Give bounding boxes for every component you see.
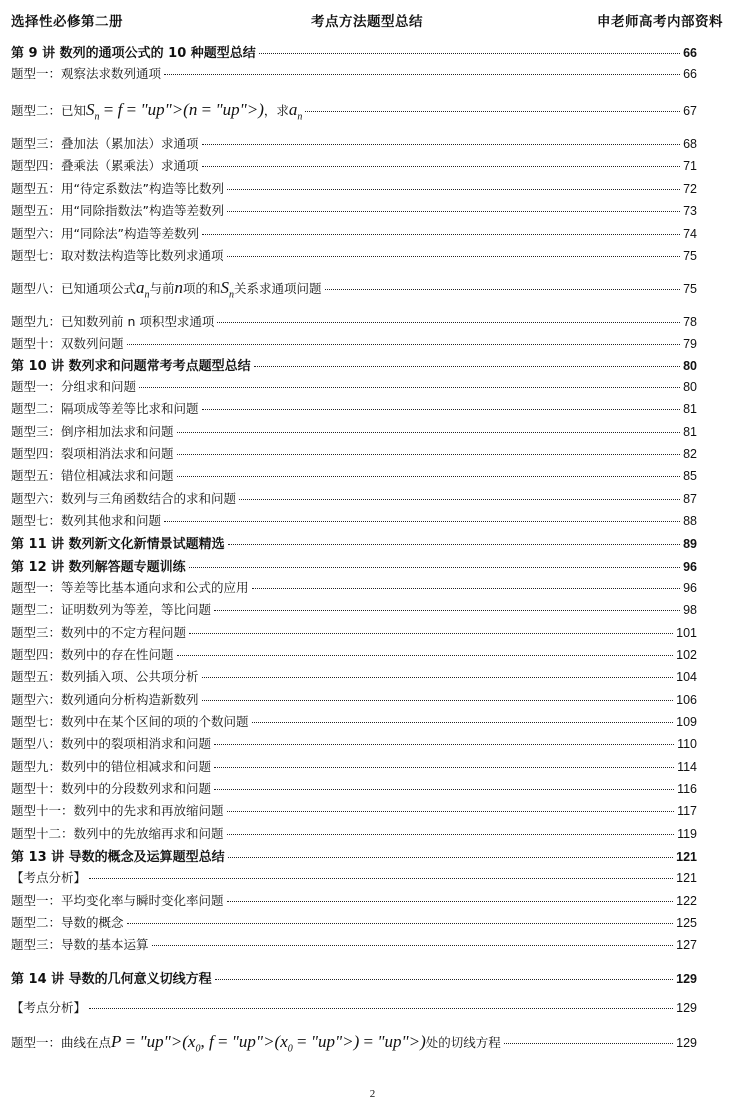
dot-leader — [504, 1043, 673, 1044]
label-part: 与前 — [149, 281, 175, 296]
label-part: 项的和 — [183, 281, 221, 296]
toc-page-number: 80 — [683, 380, 697, 394]
toc-entry-label: 题型七：取对数法构造等比数列求通项 — [11, 248, 224, 263]
page-number: 2 — [369, 1088, 376, 1100]
toc-page-number: 75 — [683, 249, 697, 263]
toc-entry-label: 题型十一：数列中的先求和再放缩问题 — [11, 803, 224, 818]
toc-page-number: 125 — [676, 916, 697, 930]
toc-entry-label: 题型五：用“待定系数法”构造等比数列 — [11, 181, 224, 196]
toc-entry-label: 题型二：隔项成等差等比求和问题 — [11, 401, 199, 416]
dot-leader — [177, 432, 681, 433]
toc-page-number: 96 — [683, 581, 697, 595]
toc-page-number: 66 — [683, 46, 697, 60]
toc-entry-label: 题型十：双数列问题 — [11, 336, 124, 351]
toc-page-number: 98 — [683, 603, 697, 617]
dot-leader — [202, 409, 681, 410]
toc-page-number: 81 — [683, 425, 697, 439]
math-expression: $S_n$ — [220, 278, 235, 301]
toc-page-number: 119 — [677, 827, 697, 841]
toc-page-number: 104 — [676, 670, 697, 684]
toc-entry[interactable] — [11, 935, 697, 953]
dot-leader — [164, 74, 680, 75]
toc-entry-label: 第 14 讲 导数的几何意义切线方程 — [11, 972, 212, 987]
math-expression: n — [174, 278, 184, 297]
dot-leader — [202, 144, 681, 145]
dot-leader — [202, 234, 680, 235]
toc-entry-label: 题型四：数列中的存在性问题 — [11, 647, 174, 662]
toc-page-number: 114 — [677, 760, 697, 774]
dot-leader — [227, 834, 675, 835]
dot-leader — [89, 1008, 673, 1009]
toc-page-number: 79 — [683, 337, 697, 351]
toc-entry[interactable] — [11, 156, 697, 174]
dot-leader — [177, 476, 681, 477]
toc-entry[interactable] — [11, 779, 697, 797]
toc-entry-label: 题型三：导数的基本运算 — [11, 937, 149, 952]
toc-entry[interactable] — [11, 179, 697, 197]
toc-page-number: 71 — [683, 159, 697, 173]
dot-leader — [305, 111, 680, 112]
dot-leader — [228, 544, 680, 545]
toc-entry-label — [11, 1032, 501, 1054]
dot-leader — [189, 567, 680, 568]
dot-leader — [189, 633, 673, 634]
toc-page-number: 106 — [676, 693, 697, 707]
math-expression: $S_n = f$ = "up">(n = "up">) — [86, 100, 264, 123]
toc-entry-label: 第 10 讲 数列求和问题常考考点题型总结 — [11, 359, 251, 374]
math-expression: $P = "up">(x_0$, $f = "up">(x_0$ = "up">) = "up">) — [111, 1032, 426, 1055]
toc-entry[interactable] — [11, 312, 697, 330]
toc-chapter[interactable] — [11, 846, 697, 865]
dot-leader — [239, 499, 680, 500]
dot-leader — [227, 189, 680, 190]
toc-entry[interactable] — [11, 600, 697, 618]
toc-entry[interactable] — [11, 444, 697, 462]
toc-entry-label: 题型三：数列中的不定方程问题 — [11, 625, 187, 640]
label-part: 题型八：已知通项公式 — [11, 281, 137, 296]
toc-entry[interactable] — [11, 1032, 697, 1054]
toc-entry[interactable] — [11, 824, 697, 842]
toc-entry-label: 第 13 讲 导数的概念及运算题型总结 — [11, 850, 225, 865]
toc-entry[interactable] — [11, 377, 697, 395]
toc-page-number: 129 — [676, 972, 697, 986]
toc-entry[interactable] — [11, 100, 697, 122]
toc-page-number: 67 — [683, 104, 697, 118]
toc-entry-label: 第 9 讲 数列的通项公式的 10 种题型总结 — [11, 46, 256, 61]
toc-entry[interactable] — [11, 466, 697, 484]
toc-entry[interactable] — [11, 64, 697, 82]
toc-entry-label: 【考点分析】 — [11, 1000, 87, 1015]
toc-entry-label: 题型七：数列其他求和问题 — [11, 513, 162, 528]
header-left: 选择性必修第二册 — [11, 14, 123, 30]
dot-leader — [89, 878, 673, 879]
toc-page-number: 89 — [683, 537, 697, 551]
toc-entry[interactable] — [11, 134, 697, 152]
toc-entry-label: 题型六：用“同除法”构造等差数列 — [11, 226, 199, 241]
toc-page-number: 116 — [677, 782, 697, 796]
toc-entry-label: 题型三：叠加法（累加法）求通项 — [11, 136, 199, 151]
toc-page-number: 75 — [683, 282, 697, 296]
toc-entry[interactable] — [11, 278, 697, 300]
dot-leader — [139, 387, 680, 388]
toc-entry-label: 题型四：裂项相消法求和问题 — [11, 446, 174, 461]
dot-leader — [214, 610, 680, 611]
label-part: ，求 — [263, 103, 289, 118]
dot-leader — [254, 366, 680, 367]
toc-entry-label: 题型十：数列中的分段数列求和问题 — [11, 781, 212, 796]
dot-leader — [164, 521, 680, 522]
toc-page-number: 117 — [677, 804, 697, 818]
toc-entry-label: 题型五：数列插入项、公共项分析 — [11, 669, 199, 684]
dot-leader — [127, 923, 674, 924]
toc-entry[interactable] — [11, 998, 697, 1016]
dot-leader — [227, 901, 674, 902]
dot-leader — [214, 767, 674, 768]
dot-leader — [252, 722, 674, 723]
toc-entry-label: 题型一：平均变化率与瞬时变化率问题 — [11, 893, 224, 908]
toc-entry-label: 题型一：等差等比基本通向求和公式的应用 — [11, 580, 249, 595]
toc-entry[interactable] — [11, 913, 697, 931]
toc-page-number: 102 — [676, 648, 697, 662]
label-part: 题型二：已知 — [11, 103, 87, 118]
toc-entry-label: 题型六：数列与三角函数结合的求和问题 — [11, 491, 237, 506]
toc-page-number: 87 — [683, 492, 697, 506]
dot-leader — [214, 789, 674, 790]
toc-entry[interactable] — [11, 224, 697, 242]
toc-entry-label: 题型五：错位相减法求和问题 — [11, 468, 174, 483]
toc-entry-label: 题型一：分组求和问题 — [11, 379, 137, 394]
toc-chapter[interactable] — [11, 556, 697, 575]
dot-leader — [215, 979, 673, 980]
toc-chapter[interactable] — [11, 968, 697, 987]
toc-page-number: 101 — [676, 626, 697, 640]
header-center: 考点方法题型总结 — [311, 14, 423, 30]
toc-entry-label: 题型四：叠乘法（累乘法）求通项 — [11, 158, 199, 173]
dot-leader — [177, 454, 681, 455]
math-expression: $a_n$ — [288, 100, 303, 123]
toc-page-number: 72 — [683, 182, 697, 196]
dot-leader — [202, 677, 674, 678]
toc-page-number: 121 — [676, 850, 697, 864]
toc-entry[interactable] — [11, 690, 697, 708]
toc-page-number: 82 — [683, 447, 697, 461]
dot-leader — [202, 700, 674, 701]
toc-page-number: 73 — [683, 204, 697, 218]
toc-entry-label: 题型九：已知数列前 n 项积型求通项 — [11, 314, 215, 329]
toc-entry[interactable] — [11, 422, 697, 440]
dot-leader — [228, 857, 673, 858]
toc-entry-label: 题型三：倒序相加法求和问题 — [11, 424, 174, 439]
label-part: 题型一：曲线在点 — [11, 1035, 112, 1050]
toc-entry-label: 题型六：数列通向分析构造新数列 — [11, 692, 199, 707]
toc-entry[interactable] — [11, 246, 697, 264]
toc-entry-label: 题型八：数列中的裂项相消求和问题 — [11, 736, 212, 751]
toc-entry[interactable] — [11, 334, 697, 352]
toc-page-number: 122 — [676, 894, 697, 908]
toc-entry[interactable] — [11, 801, 697, 819]
math-expression: $a_n$ — [136, 278, 150, 301]
dot-leader — [227, 256, 681, 257]
toc-entry[interactable] — [11, 645, 697, 663]
toc-page-number: 74 — [683, 227, 697, 241]
toc-page-number: 88 — [683, 514, 697, 528]
toc-entry[interactable] — [11, 891, 697, 909]
dot-leader — [214, 744, 674, 745]
toc-page-number: 129 — [676, 1036, 697, 1050]
toc-page-number: 85 — [683, 469, 697, 483]
toc-entry-label: 题型一：观察法求数列通项 — [11, 66, 162, 81]
header-right: 申老师高考内部资料 — [597, 14, 723, 30]
toc-entry[interactable] — [11, 757, 697, 775]
toc-page-number: 66 — [683, 67, 697, 81]
dot-leader — [325, 289, 681, 290]
toc-page-number: 68 — [683, 137, 697, 151]
dot-leader — [202, 166, 681, 167]
dot-leader — [259, 53, 680, 54]
toc-entry-label — [11, 100, 302, 122]
toc-page-number: 96 — [683, 560, 697, 574]
toc-entry[interactable] — [11, 712, 697, 730]
toc-entry[interactable] — [11, 489, 697, 507]
dot-leader — [152, 945, 674, 946]
toc-entry[interactable] — [11, 667, 697, 685]
page-header — [11, 9, 723, 31]
toc-page-number: 109 — [676, 715, 697, 729]
dot-leader — [217, 322, 680, 323]
toc-chapter[interactable] — [11, 42, 697, 61]
dot-leader — [177, 655, 674, 656]
toc-entry-label: 题型十二：数列中的先放缩再求和问题 — [11, 826, 224, 841]
dot-leader — [127, 344, 681, 345]
toc-entry-label: 【考点分析】 — [11, 870, 87, 885]
toc-entry[interactable] — [11, 578, 697, 596]
toc-entry-label: 第 11 讲 数列新文化新情景试题精选 — [11, 537, 225, 552]
toc-entry-label: 第 12 讲 数列解答题专题训练 — [11, 560, 186, 575]
toc-entry-label: 题型二：导数的概念 — [11, 915, 124, 930]
toc-entry[interactable] — [11, 623, 697, 641]
toc-page-number: 81 — [683, 402, 697, 416]
toc-entry[interactable] — [11, 868, 697, 886]
toc-entry[interactable] — [11, 201, 697, 219]
toc-page-number: 127 — [676, 938, 697, 952]
toc-page-number: 129 — [676, 1001, 697, 1015]
toc-entry[interactable] — [11, 734, 697, 752]
toc-entry-label: 题型五：用“同除指数法”构造等差数列 — [11, 203, 224, 218]
dot-leader — [252, 588, 681, 589]
toc-entry-label: 题型九：数列中的错位相减求和问题 — [11, 759, 212, 774]
dot-leader — [227, 811, 675, 812]
label-part: 关系求通项问题 — [234, 281, 322, 296]
toc-page-number: 121 — [676, 871, 697, 885]
toc-entry[interactable] — [11, 399, 697, 417]
toc-chapter[interactable] — [11, 355, 697, 374]
label-part: 处的切线方程 — [425, 1035, 501, 1050]
toc-page-number: 80 — [683, 359, 697, 373]
toc-page-number: 110 — [677, 737, 697, 751]
toc-entry-label: 题型二：证明数列为等差，等比问题 — [11, 602, 212, 617]
toc-chapter[interactable] — [11, 533, 697, 552]
toc-entry[interactable] — [11, 511, 697, 529]
toc-page-number: 78 — [683, 315, 697, 329]
toc-entry-label — [11, 278, 322, 300]
dot-leader — [227, 211, 680, 212]
toc-entry-label: 题型七：数列中在某个区间的项的个数问题 — [11, 714, 249, 729]
